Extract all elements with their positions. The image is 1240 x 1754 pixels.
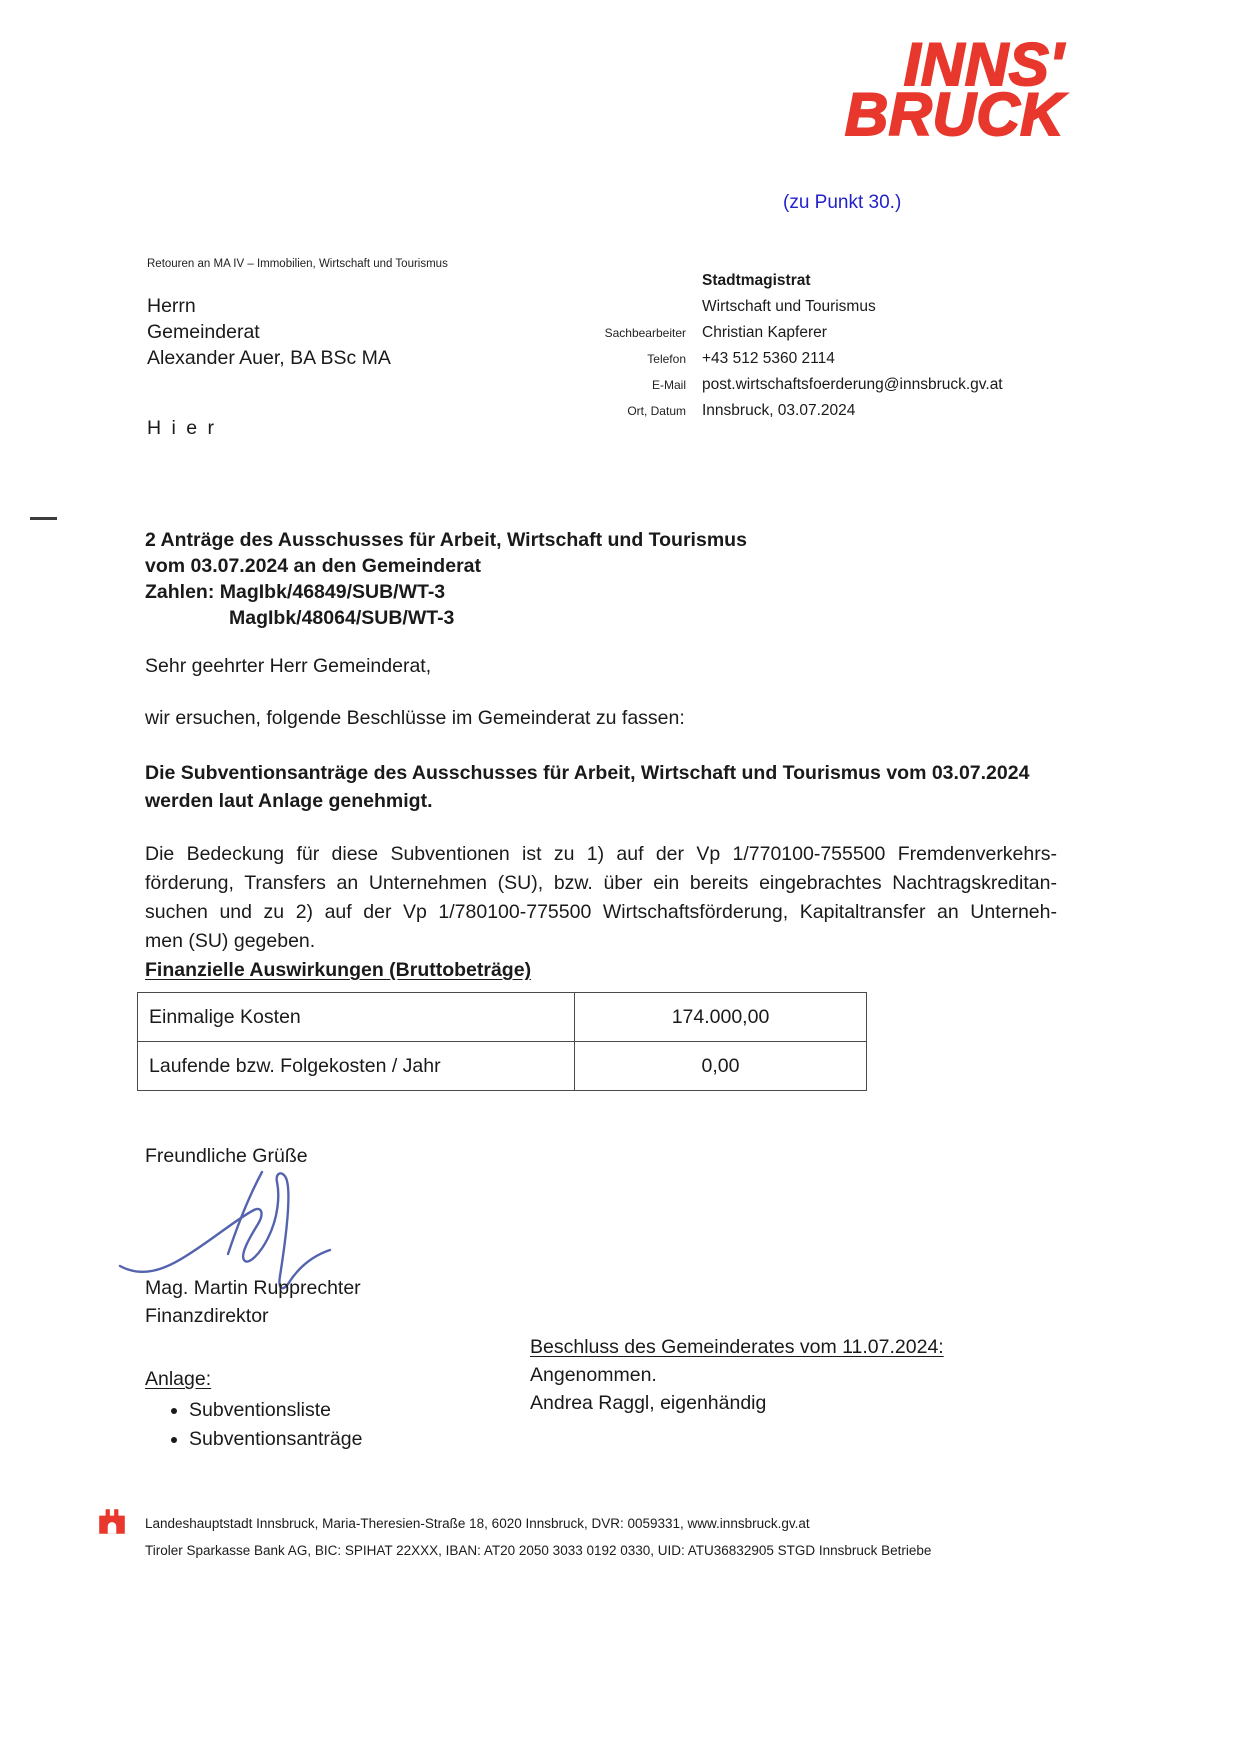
subject-line-1: 2 Anträge des Ausschusses für Arbeit, Wirtschaft und Tourismus (145, 529, 747, 551)
email-value: post.wirtschaftsfoerderung@innsbruck.gv.at (702, 376, 1003, 393)
footer-line-2: Tiroler Sparkasse Bank AG, BIC: SPIHAT 22XXX, IBAN: AT20 2050 3033 0192 0330, UID: ATU36832905 STGD Innsbruck Betriebe (145, 1543, 932, 1558)
coverage-line: Die Bedeckung für diese Subventionen ist zu 1) auf der Vp 1/770100-755500 Fremdenverkehrs- (145, 843, 1057, 865)
table-row (138, 993, 867, 1042)
footer-line-1: Landeshauptstadt Innsbruck, Maria-Theresien-Straße 18, 6020 Innsbruck, DVR: 0059331, www.innsbruck.gv.at (145, 1516, 810, 1531)
table-row (138, 1042, 867, 1091)
recipient-line-3: Alexander Auer, BA BSc MA (147, 347, 391, 369)
office-unit: Wirtschaft und Tourismus (702, 298, 876, 315)
recurring-cost-label: Laufende bzw. Folgekosten / Jahr (138, 1042, 575, 1091)
decision-status: Angenommen. (530, 1364, 657, 1386)
cost-label: Einmalige Kosten (138, 993, 575, 1042)
innsbruck-logo (844, 31, 1064, 148)
closing-greeting: Freundliche Grüße (145, 1145, 308, 1167)
return-address-line: Retouren an MA IV – Immobilien, Wirtschaft und Tourismus (147, 258, 448, 270)
clerk-label: Sachbearbeiter (604, 326, 686, 340)
recurring-cost-value: 0,00 (575, 1042, 867, 1091)
resolution-paragraph: Die Subventionsanträge des Ausschusses für Arbeit, Wirtschaft und Tourismus vom 03.07.2024 werden laut Anlage genehmigt. (145, 762, 1030, 812)
date-label: Ort, Datum (627, 404, 686, 418)
decision-signer: Andrea Raggl, eigenhändig (530, 1392, 767, 1414)
footer-block (145, 1510, 931, 1564)
phone-label: Telefon (647, 352, 686, 366)
clerk-value: Christian Kapferer (702, 324, 827, 341)
recipient-block (147, 293, 391, 371)
financial-heading: Finanzielle Auswirkungen (Bruttobeträge) (145, 959, 532, 981)
office-label-empty-1 (598, 268, 686, 294)
subject-line-2: vom 03.07.2024 an den Gemeinderat (145, 555, 481, 577)
salutation: Sehr geehrter Herr Gemeinderat, (145, 655, 432, 677)
subject-line-3: Zahlen: MagIbk/46849/SUB/WT-3 (145, 581, 446, 603)
coverage-line: förderung, Transfers an Unternehmen (SU), bzw. über ein bereits eingebrachtes Nachtragskreditan- (145, 872, 1057, 894)
logo-line-1: INNS' (903, 31, 1064, 98)
attachments-list (145, 1399, 362, 1451)
city-crest-icon (96, 1505, 128, 1542)
coverage-line: men (SU) gegeben. (145, 930, 316, 952)
office-label-empty-2 (598, 294, 686, 320)
decision-heading: Beschluss des Gemeinderates vom 11.07.2024: (530, 1336, 944, 1358)
phone-value: +43 512 5360 2114 (702, 350, 835, 367)
attachment-item: • Subventionsanträge (189, 1428, 362, 1451)
date-value: Innsbruck, 03.07.2024 (702, 402, 856, 419)
subject-line-4: MagIbk/48064/SUB/WT-3 (229, 607, 455, 629)
recipient-line-1: Herrn (147, 295, 196, 317)
request-paragraph: wir ersuchen, folgende Beschlüsse im Gemeinderat zu fassen: (145, 707, 685, 729)
signer-name: Mag. Martin Rupprechter (145, 1277, 361, 1299)
logo-line-2: BRUCK (844, 81, 1064, 148)
coverage-line: suchen und zu 2) auf der Vp 1/780100-775500 Wirtschaftsförderung, Kapitaltransfer an Unterneh- (145, 901, 1057, 923)
agenda-point-reference: (zu Punkt 30.) (783, 192, 902, 213)
signer-title: Finanzdirektor (145, 1305, 269, 1327)
attachments-block (145, 1368, 362, 1457)
attachment-item: • Subventionsliste (189, 1399, 362, 1422)
office-info-block (598, 268, 1003, 424)
attachments-heading: Anlage: (145, 1368, 212, 1390)
financial-table (137, 992, 867, 1091)
fold-mark (30, 517, 57, 520)
subject-block (145, 527, 747, 631)
coverage-paragraph (145, 840, 1057, 956)
office-department: Stadtmagistrat (702, 272, 811, 289)
recipient-line-2: Gemeinderat (147, 321, 260, 343)
cost-value: 174.000,00 (575, 993, 867, 1042)
recipient-location: H i e r (147, 417, 217, 439)
decision-block (530, 1333, 944, 1417)
email-label: E-Mail (651, 378, 686, 392)
